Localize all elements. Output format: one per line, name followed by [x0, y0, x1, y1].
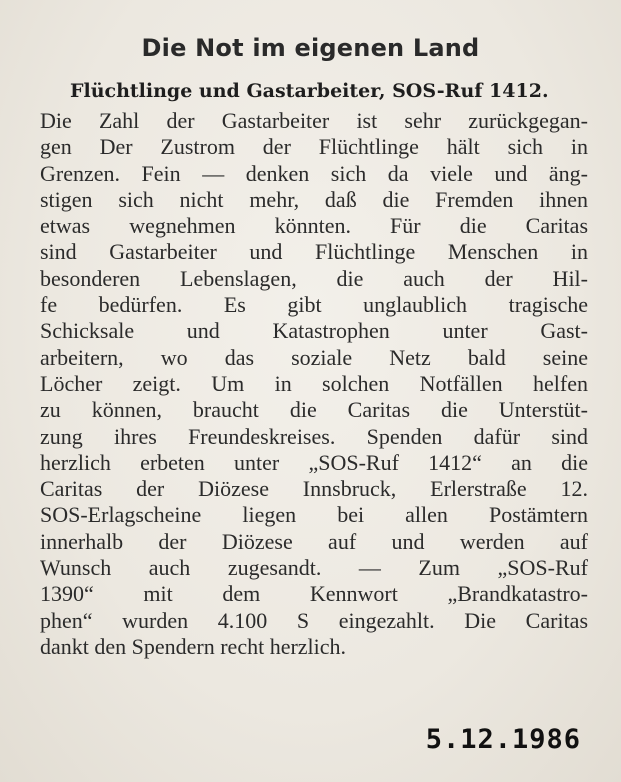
headline: Die Not im eigenen Land: [141, 34, 480, 62]
body-line: Grenzen. Fein — denken sich da viele und äng-: [40, 160, 588, 186]
body-line: herzlich erbeten unter „SOS-Ruf 1412“ an die: [40, 449, 588, 475]
body-line: phen“ wurden 4.100 S eingezahlt. Die Caritas: [40, 607, 588, 633]
body-line: Die Zahl der Gastarbeiter ist sehr zurückgegan-: [40, 108, 588, 133]
body-line: dankt den Spendern recht herzlich.: [40, 633, 347, 659]
body-line: Wunsch auch zugesandt. — Zum „SOS-Ruf: [40, 555, 588, 581]
body-line: etwas wegnehmen könnten. Für die Caritas: [40, 213, 588, 239]
subheadline: Flüchtlinge und Gastarbeiter, SOS-Ruf 1412.: [70, 80, 549, 102]
body-line: Löcher zeigt. Um in solchen Notfällen helfen: [40, 370, 588, 396]
body-line: SOS-Erlagscheine liegen bei allen Postämtern: [40, 502, 588, 528]
body-line: zung ihres Freundeskreises. Spenden dafür sind: [40, 423, 588, 449]
body-line: sind Gastarbeiter und Flüchtlinge Menschen in: [40, 239, 588, 265]
body-line: fe bedürfen. Es gibt unglaublich tragische: [40, 292, 588, 318]
body-line: besonderen Lebenslagen, die auch der Hil-: [40, 265, 588, 291]
body-line: stigen sich nicht mehr, daß die Fremden ihnen: [40, 186, 588, 212]
body-line: Caritas der Diözese Innsbruck, Erlerstraße 12.: [40, 476, 588, 502]
body-line: zu können, braucht die Caritas die Unterstüt-: [40, 397, 588, 423]
body-line: Schicksale und Katastrophen unter Gast-: [40, 318, 588, 344]
date-stamp: 5.12.1986: [425, 724, 581, 755]
body-line: innerhalb der Diözese auf und werden auf: [40, 528, 588, 554]
body-line: gen Der Zustrom der Flüchtlinge hält sich in: [40, 134, 588, 160]
article-body: [40, 108, 588, 660]
body-line: 1390“ mit dem Kennwort „Brandkatastro-: [40, 581, 588, 607]
body-line: arbeitern, wo das soziale Netz bald seine: [40, 344, 588, 370]
